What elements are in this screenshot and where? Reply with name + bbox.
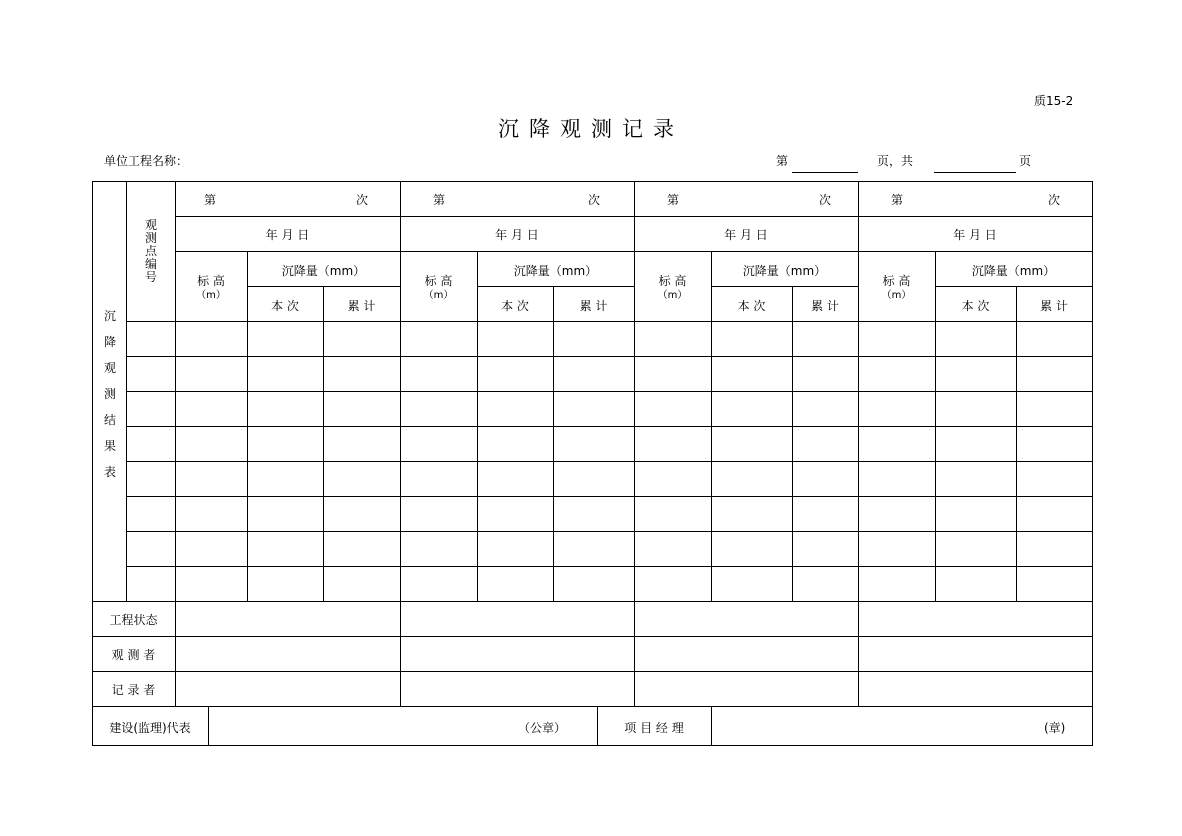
group4-date: 年 月 日 <box>953 228 997 242</box>
group4-settle: 沉降量（mm） <box>971 264 1056 278</box>
group1-settle: 沉降量（mm） <box>281 264 366 278</box>
group1-elev: 标 高 <box>197 274 225 288</box>
page-total-suffix: 页 <box>1019 154 1032 168</box>
group2-elev: 标 高 <box>424 274 453 288</box>
group3-di: 第 <box>667 193 680 207</box>
group3-elev-unit: （m） <box>657 290 688 301</box>
group1-elev-unit: （m） <box>196 290 226 301</box>
group2-date: 年 月 日 <box>495 228 539 242</box>
group4-elev-unit: （m） <box>881 290 912 301</box>
group2-settle: 沉降量（mm） <box>513 264 598 278</box>
group3-cum: 累 计 <box>811 299 839 313</box>
group3-date: 年 月 日 <box>724 228 768 242</box>
side-label: 沉 降 观 测 结 果 表 <box>103 309 116 479</box>
project-status-label: 工程状态 <box>109 613 158 627</box>
group2-di: 第 <box>433 193 446 207</box>
group1-date: 年 月 日 <box>265 228 310 242</box>
group4-di: 第 <box>891 193 904 207</box>
project-manager-label: 项 目 经 理 <box>624 721 684 735</box>
point-number-label: 观 测 点 编 号 <box>144 218 157 284</box>
group1-di: 第 <box>204 193 217 207</box>
public-seal-label: （公章） <box>518 721 567 735</box>
group3-ci: 次 <box>819 193 832 207</box>
group4-elev: 标 高 <box>882 274 911 288</box>
group2-cum: 累 计 <box>579 299 608 313</box>
group3-settle: 沉降量（mm） <box>742 264 827 278</box>
group2-this: 本 次 <box>501 299 529 313</box>
group2-elev-unit: （m） <box>423 290 454 301</box>
group1-this: 本 次 <box>271 299 299 313</box>
page-number-prefix: 第 <box>776 154 789 168</box>
group4-this: 本 次 <box>961 299 990 313</box>
group4-cum: 累 计 <box>1040 299 1068 313</box>
unit-name-label: 单位工程名称： <box>104 154 189 168</box>
recorder-label: 记 录 者 <box>111 683 156 697</box>
group4-ci: 次 <box>1048 193 1061 207</box>
group1-ci: 次 <box>356 193 369 207</box>
seal-label: (章) <box>1044 721 1066 735</box>
group3-elev: 标 高 <box>658 274 687 288</box>
observer-label: 观 测 者 <box>111 648 156 662</box>
group2-ci: 次 <box>588 193 601 207</box>
group1-cum: 累 计 <box>347 299 376 313</box>
page-title: 沉降观测记录 <box>498 117 684 141</box>
supervisor-rep-label: 建设(监理)代表 <box>109 721 191 735</box>
form-code: 质15-2 <box>1034 94 1074 108</box>
page-total-prefix: 页，共 <box>877 154 914 168</box>
group3-this: 本 次 <box>737 299 766 313</box>
